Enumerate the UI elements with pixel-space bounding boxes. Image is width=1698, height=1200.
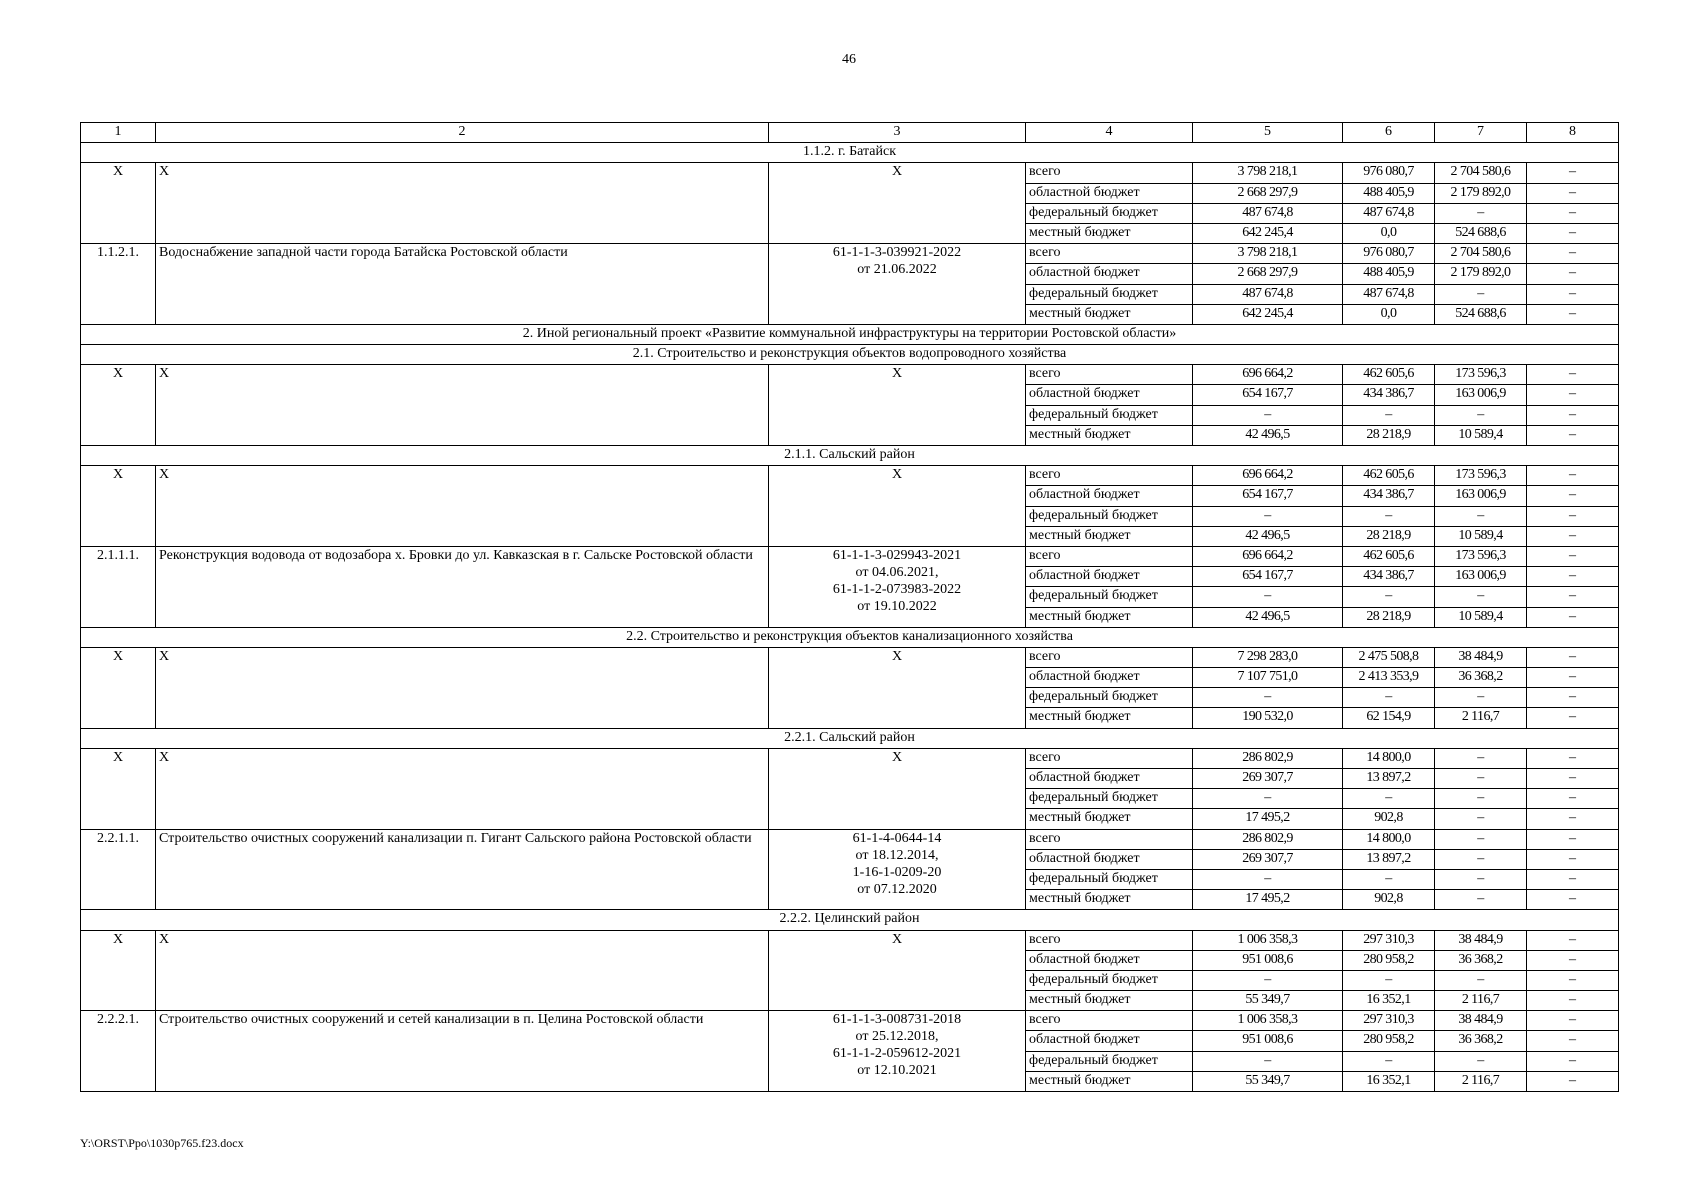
value-col6: 434 386,7 xyxy=(1343,567,1435,587)
item-document: X xyxy=(769,365,1026,446)
table-row xyxy=(81,748,1619,768)
funding-source: местный бюджет xyxy=(1026,526,1193,546)
value-col8: – xyxy=(1527,1031,1619,1051)
budget-table xyxy=(80,122,1619,1092)
item-document: 61-1-1-3-039921-2022 от 21.06.2022 xyxy=(769,244,1026,325)
funding-source: областной бюджет xyxy=(1026,183,1193,203)
value-col6: 16 352,1 xyxy=(1343,1071,1435,1091)
value-col5: – xyxy=(1193,506,1343,526)
item-code: X xyxy=(81,647,156,728)
funding-source: федеральный бюджет xyxy=(1026,970,1193,990)
funding-source: местный бюджет xyxy=(1026,223,1193,243)
item-name: X xyxy=(156,163,769,244)
value-col8: – xyxy=(1527,930,1619,950)
value-col5: 2 668 297,9 xyxy=(1193,183,1343,203)
item-document: 61-1-1-3-008731-2018 от 25.12.2018, 61-1-1-2-059612-2021 от 12.10.2021 xyxy=(769,1011,1026,1092)
funding-source: местный бюджет xyxy=(1026,809,1193,829)
value-col7: 2 704 580,6 xyxy=(1435,163,1527,183)
value-col7: 36 368,2 xyxy=(1435,950,1527,970)
value-col6: 297 310,3 xyxy=(1343,1011,1435,1031)
value-col6: 488 405,9 xyxy=(1343,264,1435,284)
item-name: Строительство очистных сооружений и сетей канализации в п. Целина Ростовской области xyxy=(156,1011,769,1092)
value-col5: 696 664,2 xyxy=(1193,365,1343,385)
funding-source: областной бюджет xyxy=(1026,567,1193,587)
value-col7: 10 589,4 xyxy=(1435,607,1527,627)
value-col8: – xyxy=(1527,244,1619,264)
value-col5: 42 496,5 xyxy=(1193,425,1343,445)
value-col7: – xyxy=(1435,849,1527,869)
item-document: X xyxy=(769,163,1026,244)
value-col6: 487 674,8 xyxy=(1343,203,1435,223)
value-col8: – xyxy=(1527,425,1619,445)
value-col6: 462 605,6 xyxy=(1343,546,1435,566)
value-col8: – xyxy=(1527,223,1619,243)
value-col5: 269 307,7 xyxy=(1193,769,1343,789)
item-code: X xyxy=(81,748,156,829)
value-col5: 55 349,7 xyxy=(1193,991,1343,1011)
column-header: 3 xyxy=(769,123,1026,143)
value-col7: 524 688,6 xyxy=(1435,223,1527,243)
value-col6: 28 218,9 xyxy=(1343,607,1435,627)
value-col5: 642 245,4 xyxy=(1193,304,1343,324)
value-col6: – xyxy=(1343,789,1435,809)
value-col8: – xyxy=(1527,546,1619,566)
value-col6: 14 800,0 xyxy=(1343,748,1435,768)
value-col5: 42 496,5 xyxy=(1193,607,1343,627)
value-col8: – xyxy=(1527,466,1619,486)
item-document: X xyxy=(769,748,1026,829)
value-col8: – xyxy=(1527,304,1619,324)
value-col6: – xyxy=(1343,506,1435,526)
value-col6: 62 154,9 xyxy=(1343,708,1435,728)
value-col7: – xyxy=(1435,405,1527,425)
value-col8: – xyxy=(1527,607,1619,627)
value-col5: 642 245,4 xyxy=(1193,223,1343,243)
value-col6: 976 080,7 xyxy=(1343,163,1435,183)
column-header: 8 xyxy=(1527,123,1619,143)
page-number: 46 xyxy=(842,52,856,67)
value-col7: 38 484,9 xyxy=(1435,647,1527,667)
value-col7: – xyxy=(1435,809,1527,829)
value-col7: 38 484,9 xyxy=(1435,1011,1527,1031)
value-col5: 269 307,7 xyxy=(1193,849,1343,869)
funding-source: всего xyxy=(1026,829,1193,849)
value-col5: 1 006 358,3 xyxy=(1193,1011,1343,1031)
item-code: 2.2.2.1. xyxy=(81,1011,156,1092)
value-col6: – xyxy=(1343,869,1435,889)
section-row xyxy=(81,143,1619,163)
value-col7: – xyxy=(1435,506,1527,526)
value-col7: 2 179 892,0 xyxy=(1435,264,1527,284)
value-col5: – xyxy=(1193,1051,1343,1071)
value-col6: 462 605,6 xyxy=(1343,466,1435,486)
value-col6: 0,0 xyxy=(1343,223,1435,243)
section-title: 2.1.1. Сальский район xyxy=(81,446,1619,466)
value-col7: 38 484,9 xyxy=(1435,930,1527,950)
value-col6: – xyxy=(1343,688,1435,708)
value-col7: 163 006,9 xyxy=(1435,486,1527,506)
item-name: X xyxy=(156,748,769,829)
section-title: 1.1.2. г. Батайск xyxy=(81,143,1619,163)
item-name: X xyxy=(156,466,769,547)
value-col5: – xyxy=(1193,869,1343,889)
table-body xyxy=(81,123,1619,1092)
funding-source: областной бюджет xyxy=(1026,385,1193,405)
value-col6: 13 897,2 xyxy=(1343,849,1435,869)
item-code: 1.1.2.1. xyxy=(81,244,156,325)
table-row xyxy=(81,163,1619,183)
item-name: Реконструкция водовода от водозабора х. Бровки до ул. Кавказская в г. Сальске Ростовской области xyxy=(156,546,769,627)
value-col8: – xyxy=(1527,809,1619,829)
funding-source: всего xyxy=(1026,365,1193,385)
value-col5: 654 167,7 xyxy=(1193,486,1343,506)
value-col5: 42 496,5 xyxy=(1193,526,1343,546)
value-col7: 2 704 580,6 xyxy=(1435,244,1527,264)
funding-source: всего xyxy=(1026,748,1193,768)
column-header: 1 xyxy=(81,123,156,143)
funding-source: федеральный бюджет xyxy=(1026,869,1193,889)
value-col8: – xyxy=(1527,688,1619,708)
section-title: 2.2.1. Сальский район xyxy=(81,728,1619,748)
funding-source: всего xyxy=(1026,1011,1193,1031)
value-col5: 17 495,2 xyxy=(1193,890,1343,910)
value-col6: 976 080,7 xyxy=(1343,244,1435,264)
value-col8: – xyxy=(1527,587,1619,607)
value-col7: 524 688,6 xyxy=(1435,304,1527,324)
value-col7: – xyxy=(1435,970,1527,990)
value-col5: 7 107 751,0 xyxy=(1193,668,1343,688)
value-col6: – xyxy=(1343,1051,1435,1071)
value-col6: 16 352,1 xyxy=(1343,991,1435,1011)
value-col6: 434 386,7 xyxy=(1343,486,1435,506)
funding-source: федеральный бюджет xyxy=(1026,405,1193,425)
table-row xyxy=(81,829,1619,849)
value-col5: 951 008,6 xyxy=(1193,950,1343,970)
value-col7: 173 596,3 xyxy=(1435,466,1527,486)
value-col7: 2 116,7 xyxy=(1435,1071,1527,1091)
funding-source: всего xyxy=(1026,244,1193,264)
value-col5: – xyxy=(1193,789,1343,809)
value-col8: – xyxy=(1527,829,1619,849)
value-col6: 487 674,8 xyxy=(1343,284,1435,304)
value-col8: – xyxy=(1527,647,1619,667)
value-col7: – xyxy=(1435,587,1527,607)
funding-source: федеральный бюджет xyxy=(1026,203,1193,223)
value-col5: 286 802,9 xyxy=(1193,748,1343,768)
table-row xyxy=(81,365,1619,385)
value-col8: – xyxy=(1527,405,1619,425)
section-row xyxy=(81,910,1619,930)
item-code: 2.1.1.1. xyxy=(81,546,156,627)
funding-source: местный бюджет xyxy=(1026,304,1193,324)
table-row xyxy=(81,466,1619,486)
table-row xyxy=(81,244,1619,264)
value-col8: – xyxy=(1527,526,1619,546)
value-col6: 434 386,7 xyxy=(1343,385,1435,405)
value-col8: – xyxy=(1527,385,1619,405)
value-col7: 10 589,4 xyxy=(1435,425,1527,445)
column-header: 4 xyxy=(1026,123,1193,143)
column-header: 2 xyxy=(156,123,769,143)
value-col6: 13 897,2 xyxy=(1343,769,1435,789)
value-col7: – xyxy=(1435,829,1527,849)
value-col8: – xyxy=(1527,849,1619,869)
value-col5: – xyxy=(1193,970,1343,990)
value-col5: 3 798 218,1 xyxy=(1193,163,1343,183)
value-col8: – xyxy=(1527,890,1619,910)
item-name: X xyxy=(156,930,769,1011)
item-code: X xyxy=(81,163,156,244)
table-row xyxy=(81,930,1619,950)
section-title: 2.2. Строительство и реконструкция объектов канализационного хозяйства xyxy=(81,627,1619,647)
item-name: Водоснабжение западной части города Батайска Ростовской области xyxy=(156,244,769,325)
value-col7: – xyxy=(1435,890,1527,910)
value-col8: – xyxy=(1527,506,1619,526)
section-row xyxy=(81,627,1619,647)
value-col7: 10 589,4 xyxy=(1435,526,1527,546)
value-col5: – xyxy=(1193,688,1343,708)
value-col6: 902,8 xyxy=(1343,890,1435,910)
value-col5: 1 006 358,3 xyxy=(1193,930,1343,950)
item-name: X xyxy=(156,365,769,446)
item-code: X xyxy=(81,466,156,547)
funding-source: областной бюджет xyxy=(1026,264,1193,284)
value-col7: – xyxy=(1435,869,1527,889)
funding-source: всего xyxy=(1026,163,1193,183)
funding-source: всего xyxy=(1026,647,1193,667)
value-col8: – xyxy=(1527,567,1619,587)
value-col6: – xyxy=(1343,970,1435,990)
column-header-row xyxy=(81,123,1619,143)
value-col6: 28 218,9 xyxy=(1343,425,1435,445)
value-col8: – xyxy=(1527,950,1619,970)
value-col8: – xyxy=(1527,1051,1619,1071)
funding-source: областной бюджет xyxy=(1026,668,1193,688)
funding-source: федеральный бюджет xyxy=(1026,1051,1193,1071)
item-code: X xyxy=(81,930,156,1011)
value-col6: 462 605,6 xyxy=(1343,365,1435,385)
value-col5: – xyxy=(1193,587,1343,607)
funding-source: областной бюджет xyxy=(1026,769,1193,789)
value-col8: – xyxy=(1527,486,1619,506)
value-col5: 487 674,8 xyxy=(1193,203,1343,223)
footer-file-path: Y:\ORST\Ppo\1030p765.f23.docx xyxy=(80,1136,244,1150)
value-col7: 173 596,3 xyxy=(1435,365,1527,385)
funding-source: областной бюджет xyxy=(1026,849,1193,869)
value-col5: 654 167,7 xyxy=(1193,567,1343,587)
value-col7: 36 368,2 xyxy=(1435,1031,1527,1051)
value-col8: – xyxy=(1527,163,1619,183)
value-col8: – xyxy=(1527,789,1619,809)
value-col8: – xyxy=(1527,708,1619,728)
value-col5: 696 664,2 xyxy=(1193,546,1343,566)
funding-source: федеральный бюджет xyxy=(1026,284,1193,304)
value-col5: 951 008,6 xyxy=(1193,1031,1343,1051)
value-col5: 696 664,2 xyxy=(1193,466,1343,486)
table-row xyxy=(81,647,1619,667)
value-col7: 2 179 892,0 xyxy=(1435,183,1527,203)
funding-source: всего xyxy=(1026,930,1193,950)
funding-source: федеральный бюджет xyxy=(1026,506,1193,526)
value-col5: 2 668 297,9 xyxy=(1193,264,1343,284)
funding-source: областной бюджет xyxy=(1026,950,1193,970)
section-row xyxy=(81,728,1619,748)
funding-source: всего xyxy=(1026,546,1193,566)
value-col8: – xyxy=(1527,264,1619,284)
section-row xyxy=(81,324,1619,344)
value-col6: 14 800,0 xyxy=(1343,829,1435,849)
value-col6: – xyxy=(1343,405,1435,425)
value-col5: 17 495,2 xyxy=(1193,809,1343,829)
column-header: 5 xyxy=(1193,123,1343,143)
funding-source: федеральный бюджет xyxy=(1026,587,1193,607)
value-col8: – xyxy=(1527,769,1619,789)
value-col8: – xyxy=(1527,284,1619,304)
value-col6: 280 958,2 xyxy=(1343,1031,1435,1051)
value-col8: – xyxy=(1527,1071,1619,1091)
section-row xyxy=(81,446,1619,466)
column-header: 6 xyxy=(1343,123,1435,143)
table-row xyxy=(81,1011,1619,1031)
funding-source: местный бюджет xyxy=(1026,607,1193,627)
value-col8: – xyxy=(1527,970,1619,990)
value-col5: 487 674,8 xyxy=(1193,284,1343,304)
item-name: X xyxy=(156,647,769,728)
value-col6: – xyxy=(1343,587,1435,607)
value-col8: – xyxy=(1527,869,1619,889)
value-col6: 280 958,2 xyxy=(1343,950,1435,970)
value-col6: 28 218,9 xyxy=(1343,526,1435,546)
value-col5: – xyxy=(1193,405,1343,425)
funding-source: федеральный бюджет xyxy=(1026,688,1193,708)
section-title: 2.1. Строительство и реконструкция объектов водопроводного хозяйства xyxy=(81,345,1619,365)
funding-source: местный бюджет xyxy=(1026,890,1193,910)
value-col6: 902,8 xyxy=(1343,809,1435,829)
column-header: 7 xyxy=(1435,123,1527,143)
value-col7: – xyxy=(1435,688,1527,708)
value-col7: 2 116,7 xyxy=(1435,708,1527,728)
item-document: X xyxy=(769,647,1026,728)
value-col7: 163 006,9 xyxy=(1435,385,1527,405)
value-col8: – xyxy=(1527,203,1619,223)
funding-source: федеральный бюджет xyxy=(1026,789,1193,809)
value-col8: – xyxy=(1527,748,1619,768)
value-col7: – xyxy=(1435,748,1527,768)
item-name: Строительство очистных сооружений канализации п. Гигант Сальского района Ростовской области xyxy=(156,829,769,910)
funding-source: областной бюджет xyxy=(1026,486,1193,506)
value-col7: – xyxy=(1435,1051,1527,1071)
value-col6: 2 413 353,9 xyxy=(1343,668,1435,688)
section-title: 2. Иной региональный проект «Развитие коммунальной инфраструктуры на территории Ростовской области» xyxy=(81,324,1619,344)
section-title: 2.2.2. Целинский район xyxy=(81,910,1619,930)
funding-source: местный бюджет xyxy=(1026,425,1193,445)
value-col8: – xyxy=(1527,365,1619,385)
value-col5: 654 167,7 xyxy=(1193,385,1343,405)
value-col7: 173 596,3 xyxy=(1435,546,1527,566)
value-col7: – xyxy=(1435,789,1527,809)
value-col7: 36 368,2 xyxy=(1435,668,1527,688)
item-code: 2.2.1.1. xyxy=(81,829,156,910)
table-row xyxy=(81,546,1619,566)
value-col7: 2 116,7 xyxy=(1435,991,1527,1011)
value-col6: 297 310,3 xyxy=(1343,930,1435,950)
item-code: X xyxy=(81,365,156,446)
value-col7: – xyxy=(1435,769,1527,789)
item-document: X xyxy=(769,466,1026,547)
value-col5: 190 532,0 xyxy=(1193,708,1343,728)
funding-source: областной бюджет xyxy=(1026,1031,1193,1051)
value-col8: – xyxy=(1527,668,1619,688)
item-document: 61-1-1-3-029943-2021 от 04.06.2021, 61-1-1-2-073983-2022 от 19.10.2022 xyxy=(769,546,1026,627)
value-col8: – xyxy=(1527,991,1619,1011)
item-document: X xyxy=(769,930,1026,1011)
value-col5: 7 298 283,0 xyxy=(1193,647,1343,667)
value-col7: – xyxy=(1435,284,1527,304)
value-col6: 0,0 xyxy=(1343,304,1435,324)
value-col5: 286 802,9 xyxy=(1193,829,1343,849)
value-col8: – xyxy=(1527,1011,1619,1031)
funding-source: местный бюджет xyxy=(1026,1071,1193,1091)
value-col6: 2 475 508,8 xyxy=(1343,647,1435,667)
value-col5: 3 798 218,1 xyxy=(1193,244,1343,264)
item-document: 61-1-4-0644-14 от 18.12.2014, 1-16-1-0209-20 от 07.12.2020 xyxy=(769,829,1026,910)
value-col5: 55 349,7 xyxy=(1193,1071,1343,1091)
funding-source: всего xyxy=(1026,466,1193,486)
value-col8: – xyxy=(1527,183,1619,203)
value-col7: 163 006,9 xyxy=(1435,567,1527,587)
funding-source: местный бюджет xyxy=(1026,708,1193,728)
funding-source: местный бюджет xyxy=(1026,991,1193,1011)
value-col6: 488 405,9 xyxy=(1343,183,1435,203)
value-col7: – xyxy=(1435,203,1527,223)
section-row xyxy=(81,345,1619,365)
